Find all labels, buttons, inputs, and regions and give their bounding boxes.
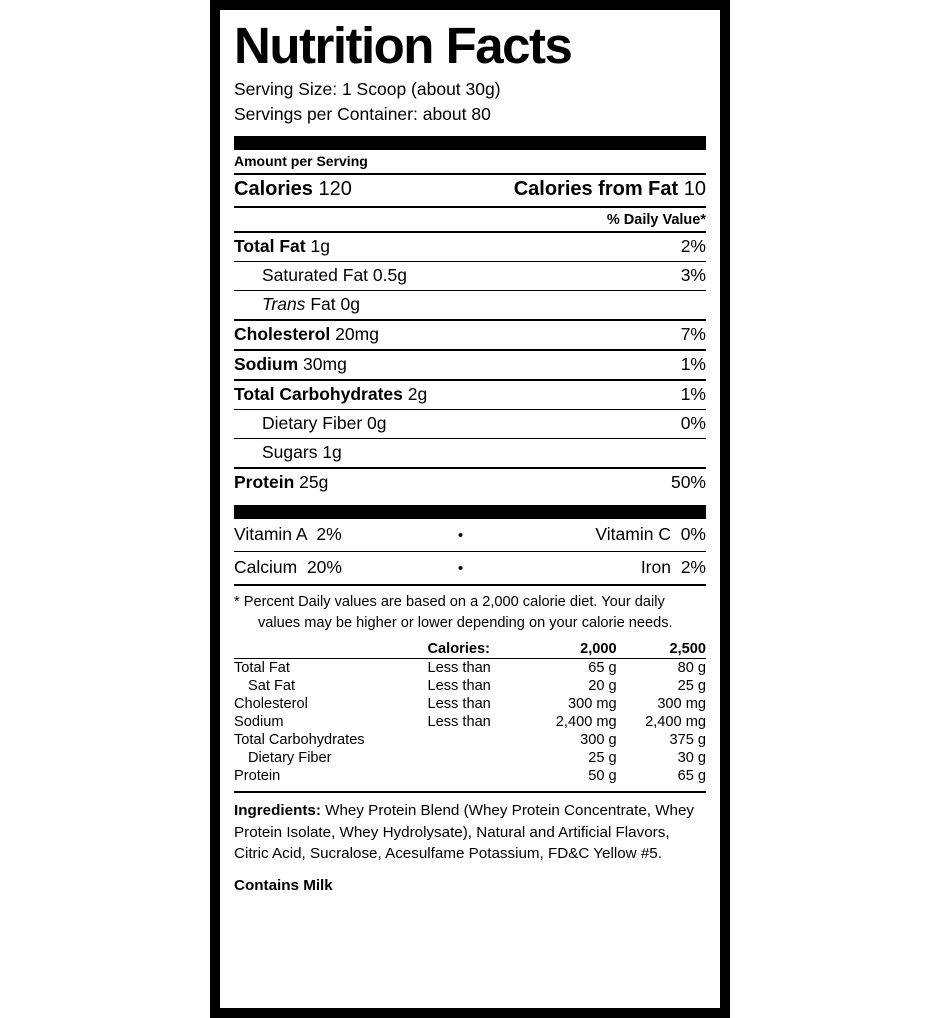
calories-from-fat-value: 10 bbox=[683, 177, 706, 200]
bullet-separator: • bbox=[457, 526, 464, 544]
dv-row-2000: 2,400 mg bbox=[555, 714, 617, 731]
dv-row-qualifier: Less than bbox=[427, 678, 491, 695]
vitamin-row-1 bbox=[234, 519, 706, 551]
dv-row-2000: 300 g bbox=[580, 732, 617, 749]
nutrient-row-total-fat bbox=[234, 233, 706, 261]
nutrient-row-total-carbohydrates bbox=[234, 381, 706, 409]
vitamin-value: 0% bbox=[680, 523, 706, 544]
nutrition-label-body bbox=[220, 10, 720, 1008]
nutrition-label-frame bbox=[210, 0, 730, 1018]
nutrient-name: Protein bbox=[234, 471, 295, 492]
dv-row-2000: 65 g bbox=[588, 660, 617, 677]
dv-row-qualifier: Less than bbox=[427, 660, 491, 677]
table-row bbox=[234, 749, 706, 767]
page-title: Nutrition Facts bbox=[234, 17, 572, 74]
dv-header-2500: 2,500 bbox=[619, 640, 706, 659]
nutrient-amount: 30mg bbox=[303, 353, 347, 374]
ingredients-label: Ingredients: bbox=[234, 802, 321, 820]
calories-from-fat-label: Calories from Fat bbox=[513, 177, 679, 200]
table-header-row bbox=[234, 640, 706, 659]
table-row bbox=[234, 695, 706, 713]
nutrient-dv: 1% bbox=[680, 383, 706, 404]
dv-row-2500: 65 g bbox=[677, 768, 706, 785]
vitamin-name: Iron bbox=[640, 556, 671, 577]
table-row bbox=[234, 767, 706, 785]
nutrient-name-rest: Fat bbox=[310, 293, 336, 314]
calories-label: Calories bbox=[234, 177, 313, 200]
nutrient-name: Sugars bbox=[262, 441, 318, 462]
nutrient-row-trans-fat bbox=[234, 291, 706, 319]
nutrient-dv: 50% bbox=[670, 471, 706, 492]
nutrient-dv: 7% bbox=[680, 323, 706, 344]
footnote-line-2: values may be higher or lower depending on your calorie needs. bbox=[258, 614, 673, 631]
dv-row-name: Total Carbohydrates bbox=[234, 732, 365, 749]
contains-allergens: Contains Milk bbox=[234, 876, 333, 894]
table-row bbox=[234, 659, 706, 678]
divider-thick-vitamins bbox=[234, 505, 706, 519]
vitamin-name: Vitamin A bbox=[234, 523, 307, 544]
footnote-line-1: * Percent Daily values are based on a 2,000 calorie diet. Your daily bbox=[234, 593, 665, 610]
divider-thick-top bbox=[234, 136, 706, 150]
dv-row-2500: 300 mg bbox=[657, 696, 706, 713]
dv-row-name: Cholesterol bbox=[234, 696, 308, 713]
dv-row-2500: 2,400 mg bbox=[645, 714, 706, 731]
vitamin-value: 2% bbox=[680, 556, 706, 577]
nutrient-dv: 1% bbox=[680, 353, 706, 374]
nutrient-name: Cholesterol bbox=[234, 323, 331, 344]
dv-row-2000: 50 g bbox=[588, 768, 617, 785]
nutrient-amount: 2g bbox=[407, 383, 428, 404]
nutrient-amount: 20mg bbox=[335, 323, 379, 344]
dv-header-spacer bbox=[234, 640, 428, 659]
nutrient-amount: 1g bbox=[322, 441, 342, 462]
nutrient-name: Sodium bbox=[234, 353, 299, 374]
nutrient-row-dietary-fiber bbox=[234, 410, 706, 438]
nutrient-row-sugars bbox=[234, 439, 706, 467]
vitamin-name: Vitamin C bbox=[595, 523, 671, 544]
servings-per-container: Servings per Container: about 80 bbox=[234, 104, 491, 125]
ingredients-paragraph bbox=[234, 793, 706, 865]
daily-values-table bbox=[234, 640, 706, 785]
nutrient-amount: 25g bbox=[299, 471, 329, 492]
nutrient-row-protein bbox=[234, 469, 706, 497]
vitamin-value: 2% bbox=[316, 523, 342, 544]
nutrient-amount: 1g bbox=[310, 235, 330, 256]
calories-row bbox=[234, 175, 706, 206]
dv-row-2500: 80 g bbox=[677, 660, 706, 677]
dv-row-2000: 20 g bbox=[588, 678, 617, 695]
serving-size: Serving Size: 1 Scoop (about 30g) bbox=[234, 79, 501, 99]
bullet-separator: • bbox=[457, 559, 464, 577]
calories-value: 120 bbox=[318, 177, 352, 200]
dv-row-name: Sat Fat bbox=[248, 678, 296, 695]
daily-value-header: % Daily Value* bbox=[606, 211, 706, 228]
nutrient-name: Total Fat bbox=[234, 235, 306, 256]
dv-row-name: Sodium bbox=[234, 714, 284, 731]
dv-row-2500: 25 g bbox=[677, 678, 706, 695]
nutrient-amount: 0g bbox=[340, 293, 360, 314]
dv-row-qualifier bbox=[428, 749, 532, 767]
vitamin-row-2 bbox=[234, 552, 706, 584]
table-row bbox=[234, 731, 706, 749]
dv-row-2500: 375 g bbox=[669, 732, 706, 749]
nutrient-dv: 0% bbox=[680, 412, 706, 433]
nutrient-name: Saturated Fat bbox=[262, 264, 369, 285]
dv-row-qualifier: Less than bbox=[427, 696, 491, 713]
nutrient-name: Dietary Fiber bbox=[262, 412, 363, 433]
nutrient-name: Total Carbohydrates bbox=[234, 383, 403, 404]
dv-row-2000: 300 mg bbox=[567, 696, 617, 713]
ingredients-text: Whey Protein Blend (Whey Protein Concentrate, Whey Protein Isolate, Whey Hydrolysate), Natural and Artificial Flavors, Citric Acid, Sucralose, Acesulfame Potassium, FD&C Yellow #5. bbox=[234, 802, 695, 863]
dv-row-qualifier: Less than bbox=[427, 714, 491, 731]
nutrient-dv: 2% bbox=[680, 235, 706, 256]
nutrient-row-saturated-fat bbox=[234, 262, 706, 290]
nutrient-amount: 0g bbox=[367, 412, 387, 433]
nutrient-name-italic: Trans bbox=[262, 293, 306, 314]
nutrient-row-sodium bbox=[234, 351, 706, 379]
daily-value-footnote bbox=[234, 586, 706, 640]
dv-row-2500: 30 g bbox=[677, 750, 706, 767]
vitamin-value: 20% bbox=[306, 556, 342, 577]
nutrient-dv: 3% bbox=[680, 264, 706, 285]
vitamin-name: Calcium bbox=[234, 556, 298, 577]
nutrient-amount: 0.5g bbox=[372, 264, 407, 285]
dv-row-name: Total Fat bbox=[234, 660, 290, 677]
dv-header-2000: 2,000 bbox=[531, 640, 618, 659]
dv-row-qualifier bbox=[428, 731, 532, 749]
table-row bbox=[234, 677, 706, 695]
amount-per-serving-label: Amount per Serving bbox=[234, 152, 368, 169]
nutrient-row-cholesterol bbox=[234, 321, 706, 349]
table-row bbox=[234, 713, 706, 731]
dv-header-calories: Calories: bbox=[428, 640, 532, 659]
dv-row-2000: 25 g bbox=[588, 750, 617, 767]
dv-row-name: Dietary Fiber bbox=[248, 750, 332, 767]
dv-row-qualifier bbox=[428, 767, 532, 785]
dv-row-name: Protein bbox=[234, 768, 281, 785]
